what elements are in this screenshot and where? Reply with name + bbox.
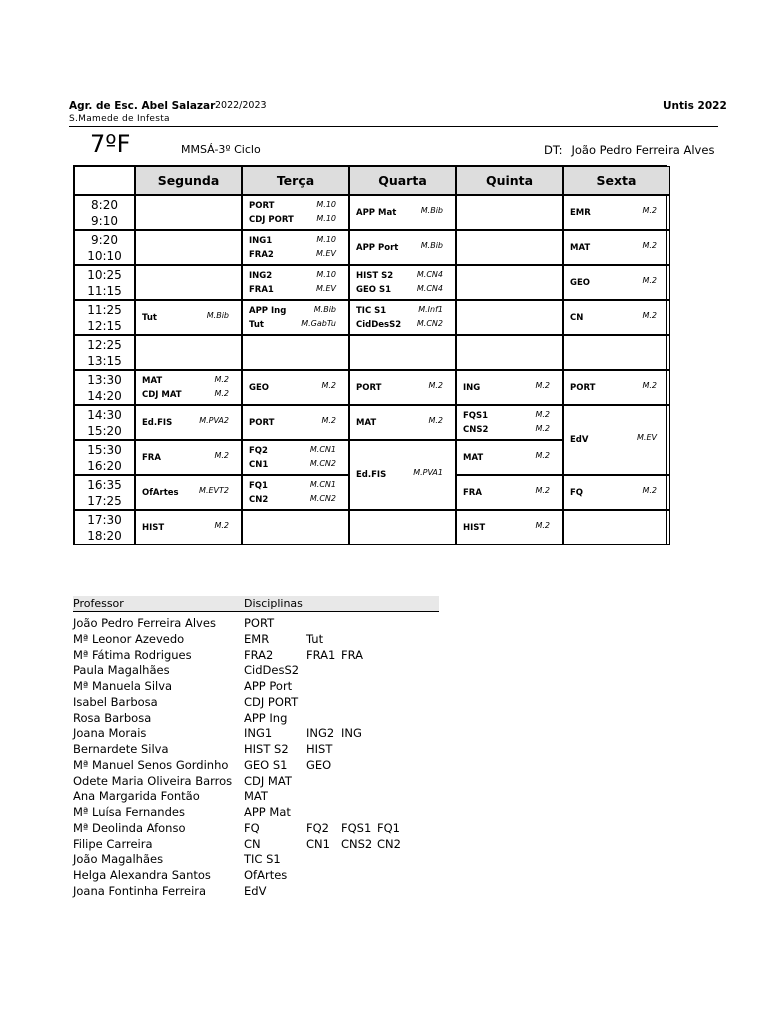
period-end: 14:20 <box>87 388 122 403</box>
lesson-cell <box>135 475 242 510</box>
lesson-room: M.GabTu <box>301 318 336 328</box>
lesson-cell <box>135 510 242 545</box>
period-time <box>74 230 135 265</box>
lesson-subject: PORT <box>356 382 382 393</box>
teacher-subject: APP Mat <box>244 805 291 819</box>
period-start: 10:25 <box>87 267 122 282</box>
teacher-row <box>73 648 439 664</box>
lesson-cell <box>135 230 242 265</box>
lesson-subject: ING <box>463 382 481 393</box>
lesson-cell <box>135 265 242 300</box>
lesson-cell <box>456 335 563 370</box>
teacher-row <box>73 616 439 632</box>
teacher-subject: TIC S1 <box>244 852 281 867</box>
teacher-subject: GEO S1 <box>244 757 288 772</box>
teacher-subject: HIST <box>306 742 333 756</box>
lesson-subject: EMR <box>570 207 591 218</box>
lesson-subject: FQ1 <box>249 480 268 491</box>
lesson-cell <box>456 440 563 475</box>
lesson-room: M.2 <box>428 380 443 390</box>
lesson-subject: PORT <box>570 382 596 393</box>
lesson-room: M.CN1 <box>309 479 336 489</box>
lesson-room: M.CN4 <box>416 269 443 279</box>
lesson-subject: Ed.FIS <box>142 417 173 428</box>
teacher-subject: FQ1 <box>377 820 400 835</box>
lesson-room: M.2 <box>642 380 657 390</box>
period-time <box>74 405 135 440</box>
lesson-subject: FRA2 <box>249 249 274 260</box>
lesson-cell <box>242 475 349 510</box>
lesson-cell <box>135 440 242 475</box>
teacher-row <box>73 852 439 868</box>
period-start: 14:30 <box>87 407 122 422</box>
period-start: 17:30 <box>87 512 122 527</box>
period-start: 12:25 <box>87 337 122 352</box>
lesson-cell <box>349 405 456 440</box>
period-time <box>74 265 135 300</box>
period-end: 11:15 <box>87 283 122 298</box>
lesson-subject: CN2 <box>249 494 269 505</box>
lesson-cell <box>349 370 456 405</box>
lesson-subject: CidDesS2 <box>356 319 402 330</box>
lesson-cell <box>242 370 349 405</box>
period-end: 18:20 <box>87 528 122 543</box>
period-end: 9:10 <box>91 213 118 228</box>
header-divider <box>69 126 718 127</box>
teacher-subject: FQS1 <box>341 820 372 835</box>
teacher-name: Bernardete Silva <box>73 742 169 756</box>
lesson-room: M.2 <box>535 423 550 433</box>
lesson-room: M.EV <box>637 433 657 442</box>
teacher-subject: EMR <box>244 631 270 646</box>
teacher-subject: CNS2 <box>341 836 373 851</box>
lesson-room: M.2 <box>214 450 229 460</box>
lesson-room: M.2 <box>428 415 443 425</box>
timetable-grid <box>73 165 667 545</box>
teacher-name: Paula Magalhães <box>73 663 170 678</box>
teacher-name: Helga Alexandra Santos <box>73 868 211 882</box>
lesson-room: M.EVT2 <box>199 485 229 495</box>
lesson-cell <box>349 510 456 545</box>
teacher-name: Mª Manuel Senos Gordinho <box>73 757 229 772</box>
period-time <box>74 300 135 335</box>
lesson-cell <box>349 230 456 265</box>
lesson-cell <box>349 300 456 335</box>
teacher-subject: FQ2 <box>306 820 329 835</box>
lesson-subject: GEO <box>570 277 591 288</box>
lesson-room: M.2 <box>535 485 550 495</box>
lesson-room: M.2 <box>535 450 550 460</box>
teacher-row <box>73 774 439 790</box>
teacher-name: Mª Deolinda Afonso <box>73 820 186 835</box>
period-time <box>74 195 135 230</box>
period-end: 16:20 <box>87 458 122 473</box>
teacher-subject: CN <box>244 836 261 851</box>
period-time <box>74 370 135 405</box>
teacher-name: Isabel Barbosa <box>73 694 158 709</box>
lesson-cell <box>563 230 670 265</box>
teacher-subject: Tut <box>306 631 324 646</box>
teacher-name: Rosa Barbosa <box>73 710 152 725</box>
teacher-subject: HIST S2 <box>244 742 289 756</box>
teacher-subject: APP Port <box>244 679 293 693</box>
lesson-subject: FQS1 <box>463 410 489 421</box>
lesson-subject: GEO <box>249 382 270 393</box>
lesson-cell <box>563 265 670 300</box>
period-time <box>74 475 135 510</box>
lesson-subject: MAT <box>570 242 591 253</box>
lesson-cell <box>242 335 349 370</box>
teacher-row <box>73 868 439 884</box>
teacher-subject: FRA1 <box>306 647 336 662</box>
lesson-cell <box>456 195 563 230</box>
lesson-room: M.EV <box>316 248 336 258</box>
teacher-subject: ING <box>341 726 362 741</box>
day-header: Quinta <box>456 166 563 195</box>
lesson-cell <box>242 510 349 545</box>
lesson-room: M.CN4 <box>416 283 443 293</box>
lesson-subject: MAT <box>463 452 484 463</box>
lesson-room: M.2 <box>642 240 657 250</box>
lesson-subject: HIST <box>463 522 486 533</box>
teacher-subject: FRA <box>341 647 364 662</box>
lesson-subject: MAT <box>142 375 163 386</box>
day-header: Quarta <box>349 166 456 195</box>
lesson-subject: CDJ PORT <box>249 214 294 225</box>
lesson-subject: FRA <box>463 487 482 498</box>
lesson-cell <box>135 300 242 335</box>
teacher-row <box>73 632 439 648</box>
lesson-room: M.CN2 <box>309 458 336 468</box>
teacher-name: Odete Maria Oliveira Barros <box>73 773 233 788</box>
teacher-subject: CDJ MAT <box>244 773 292 788</box>
lesson-subject: PORT <box>249 417 275 428</box>
day-header: Terça <box>242 166 349 195</box>
period-end: 13:15 <box>87 353 122 368</box>
lesson-cell <box>563 195 670 230</box>
lesson-cell <box>563 335 670 370</box>
period-time <box>74 335 135 370</box>
lesson-subject: CN <box>570 312 584 323</box>
lesson-subject: ING1 <box>249 235 273 246</box>
teacher-subject: CidDesS2 <box>244 663 300 678</box>
lesson-cell <box>242 230 349 265</box>
lesson-subject: FRA <box>142 452 161 463</box>
lesson-room: M.PVA2 <box>199 415 229 425</box>
period-time <box>74 440 135 475</box>
lesson-subject: Tut <box>142 312 157 323</box>
school-year: 2022/2023 <box>215 100 267 111</box>
teacher-row <box>73 884 439 900</box>
lesson-subject: APP Mat <box>356 207 397 218</box>
lesson-subject: APP Ing <box>249 305 287 316</box>
teacher-subject: OfArtes <box>244 868 288 882</box>
lesson-cell <box>563 510 670 545</box>
lesson-room: M.10 <box>316 234 336 244</box>
lesson-subject: MAT <box>356 417 377 428</box>
lesson-room: M.CN1 <box>309 444 336 454</box>
lesson-room: M.2 <box>535 409 550 419</box>
lesson-cell <box>563 370 670 405</box>
dt-label: DT: <box>544 143 563 157</box>
teacher-subject: MAT <box>244 789 268 804</box>
teacher-row <box>73 805 439 821</box>
lesson-cell <box>349 440 456 510</box>
lesson-room: M.2 <box>214 388 229 398</box>
lesson-room: M.10 <box>316 213 336 223</box>
lesson-cell <box>563 300 670 335</box>
lesson-cell <box>456 370 563 405</box>
period-start: 11:25 <box>87 302 122 317</box>
dt-name: João Pedro Ferreira Alves <box>571 143 715 157</box>
lesson-cell <box>563 405 670 475</box>
lesson-room: M.CN2 <box>309 493 336 503</box>
period-start: 13:30 <box>87 372 122 387</box>
lesson-room: M.EV <box>316 283 336 293</box>
lesson-cell <box>456 300 563 335</box>
teacher-name: Ana Margarida Fontão <box>73 789 200 804</box>
lesson-subject: OfArtes <box>142 487 179 498</box>
teacher-row <box>73 711 439 727</box>
teacher-name: Joana Fontinha Ferreira <box>73 883 207 898</box>
lesson-subject: CDJ MAT <box>142 389 182 400</box>
period-time <box>74 510 135 545</box>
lesson-cell <box>242 440 349 475</box>
lesson-room: M.2 <box>214 520 229 530</box>
teacher-row <box>73 837 439 853</box>
teacher-name: João Pedro Ferreira Alves <box>73 616 216 630</box>
lesson-cell <box>135 405 242 440</box>
lesson-room: M.2 <box>535 520 550 530</box>
lesson-room: M.Bib <box>206 310 229 320</box>
teachers-table <box>73 596 439 900</box>
col-professor: Professor <box>73 597 124 610</box>
teacher-subject: FQ <box>244 820 260 835</box>
lesson-cell <box>242 405 349 440</box>
lesson-cell <box>456 510 563 545</box>
lesson-room: M.CN2 <box>416 318 443 328</box>
teacher-row <box>73 679 439 695</box>
school-name: Agr. de Esc. Abel Salazar <box>69 100 216 112</box>
lesson-cell <box>456 265 563 300</box>
lesson-subject: FRA1 <box>249 284 274 295</box>
lesson-cell <box>456 405 563 440</box>
lesson-room: M.PVA1 <box>413 468 443 477</box>
period-start: 15:30 <box>87 442 122 457</box>
lesson-subject: APP Port <box>356 242 399 253</box>
lesson-room: M.10 <box>316 199 336 209</box>
teacher-row <box>73 663 439 679</box>
teacher-name: Mª Fátima Rodrigues <box>73 647 192 662</box>
lesson-room: M.2 <box>642 275 657 285</box>
lesson-subject: HIST S2 <box>356 270 394 281</box>
lesson-cell <box>349 335 456 370</box>
period-end: 10:10 <box>87 248 122 263</box>
teacher-name: João Magalhães <box>73 852 164 867</box>
grid-corner <box>74 166 135 195</box>
lesson-cell <box>135 195 242 230</box>
teacher-row <box>73 726 439 742</box>
lesson-cell <box>242 195 349 230</box>
teacher-subject: ING1 <box>244 726 273 741</box>
teacher-subject: FRA2 <box>244 647 274 662</box>
period-end: 12:15 <box>87 318 122 333</box>
lesson-room: M.2 <box>535 380 550 390</box>
period-end: 15:20 <box>87 423 122 438</box>
lesson-cell <box>349 195 456 230</box>
cycle-label: MMSÁ-3º Ciclo <box>181 143 261 156</box>
lesson-subject: Ed.FIS <box>356 470 387 480</box>
lesson-subject: ING2 <box>249 270 273 281</box>
day-header: Segunda <box>135 166 242 195</box>
lesson-subject: GEO S1 <box>356 284 392 295</box>
lesson-cell <box>242 300 349 335</box>
teacher-subject: CN2 <box>377 836 401 851</box>
lesson-room: M.Inf1 <box>418 304 443 314</box>
school-city: S.Mamede de Infesta <box>69 114 170 124</box>
teacher-name: Mª Manuela Silva <box>73 679 173 693</box>
lesson-room: M.2 <box>642 310 657 320</box>
lesson-subject: CNS2 <box>463 424 489 435</box>
class-director <box>544 143 714 157</box>
teachers-table-header <box>73 596 439 612</box>
lesson-subject: HIST <box>142 522 165 533</box>
teacher-subject: GEO <box>306 757 332 772</box>
teacher-row <box>73 742 439 758</box>
lesson-subject: FQ <box>570 487 584 498</box>
lesson-subject: PORT <box>249 200 275 211</box>
teacher-subject: APP Ing <box>244 710 288 725</box>
lesson-cell <box>456 475 563 510</box>
software-label: Untis 2022 <box>663 100 727 112</box>
lesson-room: M.Bib <box>420 240 443 250</box>
lesson-cell <box>135 370 242 405</box>
teacher-name: Mª Luísa Fernandes <box>73 805 185 819</box>
lesson-room: M.10 <box>316 269 336 279</box>
lesson-subject: CN1 <box>249 459 269 470</box>
lesson-cell <box>563 475 670 510</box>
period-start: 16:35 <box>87 477 122 492</box>
col-disciplinas: Disciplinas <box>244 597 303 610</box>
teacher-subject: ING2 <box>306 726 335 741</box>
lesson-room: M.2 <box>214 374 229 384</box>
lesson-room: M.2 <box>642 205 657 215</box>
teacher-row <box>73 821 439 837</box>
class-name: 7ºF <box>90 130 131 158</box>
lesson-room: M.Bib <box>313 304 336 314</box>
lesson-room: M.2 <box>321 415 336 425</box>
period-start: 9:20 <box>91 232 118 247</box>
day-header: Sexta <box>563 166 670 195</box>
lesson-room: M.Bib <box>420 205 443 215</box>
teacher-row <box>73 789 439 805</box>
teacher-subject: EdV <box>244 883 267 898</box>
teacher-row <box>73 758 439 774</box>
lesson-room: M.2 <box>321 380 336 390</box>
lesson-cell <box>456 230 563 265</box>
lesson-room: M.2 <box>642 485 657 495</box>
teacher-subject: CN1 <box>306 836 330 851</box>
lesson-subject: EdV <box>570 435 589 445</box>
lesson-subject: Tut <box>249 319 264 330</box>
teacher-subject: PORT <box>244 616 275 630</box>
teacher-name: Filipe Carreira <box>73 836 153 851</box>
teacher-subject: CDJ PORT <box>244 694 299 709</box>
lesson-cell <box>242 265 349 300</box>
period-end: 17:25 <box>87 493 122 508</box>
lesson-subject: TIC S1 <box>356 305 387 316</box>
lesson-subject: FQ2 <box>249 445 268 456</box>
teacher-name: Mª Leonor Azevedo <box>73 631 185 646</box>
teacher-row <box>73 695 439 711</box>
teacher-name: Joana Morais <box>73 726 147 741</box>
lesson-cell <box>135 335 242 370</box>
period-start: 8:20 <box>91 197 118 212</box>
lesson-cell <box>349 265 456 300</box>
